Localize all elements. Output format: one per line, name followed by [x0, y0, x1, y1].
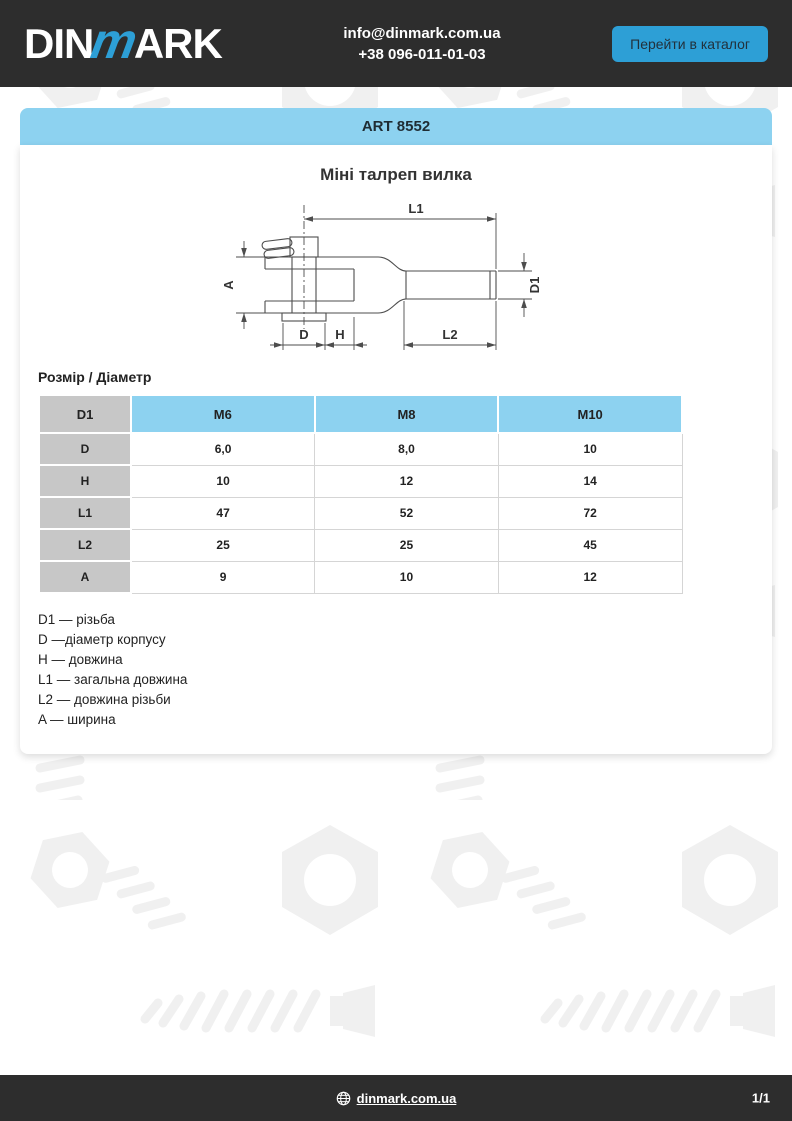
row-label-l1: L1: [39, 497, 131, 529]
go-to-catalog-button[interactable]: Перейти в каталог: [612, 26, 768, 62]
table-header-m8: M8: [315, 395, 499, 433]
row-label-h: H: [39, 465, 131, 497]
dinmark-logo: DIN m ARK: [24, 12, 222, 69]
logo-text-ark: ARK: [133, 19, 222, 67]
cell-l2-m8: 25: [315, 529, 499, 561]
cell-l1-m6: 47: [131, 497, 315, 529]
cell-l1-m10: 72: [498, 497, 682, 529]
footer-site-text: dinmark.com.ua: [356, 1090, 457, 1106]
row-label-a: A: [39, 561, 131, 593]
cell-a-m10: 12: [498, 561, 682, 593]
dim-label-d: D: [299, 327, 309, 342]
legend-line-l1: L1 — загальна довжина: [38, 672, 188, 687]
table-row: [39, 529, 682, 561]
page-indicator: 1/1: [751, 1090, 770, 1106]
page-header: [0, 0, 792, 87]
dimension-legend: [38, 610, 754, 730]
table-row: [39, 465, 682, 497]
dim-label-a: A: [221, 280, 236, 290]
row-label-l2: L2: [39, 529, 131, 561]
legend-line-l2: L2 — довжина різьби: [38, 692, 171, 707]
table-row: [39, 497, 682, 529]
size-diameter-label: Розмір / Діаметр: [38, 369, 152, 385]
product-card: [20, 145, 772, 754]
cell-h-m8: 12: [315, 465, 499, 497]
cell-l2-m10: 45: [498, 529, 682, 561]
art-number-banner: ART 8552: [20, 108, 772, 145]
table-corner-header: D1: [39, 395, 131, 433]
page-footer: [0, 1075, 792, 1121]
logo-text-din: DIN: [24, 19, 94, 67]
legend-line-h: H — довжина: [38, 652, 123, 667]
row-label-d: D: [39, 433, 131, 465]
dim-label-l1: L1: [408, 201, 424, 216]
cell-h-m10: 14: [498, 465, 682, 497]
globe-icon: [336, 1091, 351, 1106]
cell-d-m6: 6,0: [131, 433, 315, 465]
cell-a-m8: 10: [315, 561, 499, 593]
table-row: [39, 561, 682, 593]
technical-drawing: [38, 197, 754, 359]
product-title: Міні талреп вилка: [320, 165, 472, 184]
table-header-row: [39, 395, 682, 433]
dim-label-l2: L2: [442, 327, 458, 342]
cell-l2-m6: 25: [131, 529, 315, 561]
dim-label-h: H: [335, 327, 345, 342]
cell-h-m6: 10: [131, 465, 315, 497]
table-header-m10: M10: [498, 395, 682, 433]
cell-a-m6: 9: [131, 561, 315, 593]
contact-email[interactable]: info@dinmark.com.ua: [343, 24, 501, 42]
cell-l1-m8: 52: [315, 497, 499, 529]
legend-line-d1: D1 — різьба: [38, 612, 115, 627]
contact-phone[interactable]: +38 096-011-01-03: [358, 45, 486, 63]
table-row: [39, 433, 682, 465]
legend-line-d: D —діаметр корпусу: [38, 632, 166, 647]
footer-site-link[interactable]: [336, 1091, 457, 1106]
spec-table: [38, 394, 683, 594]
dim-label-d1: D1: [527, 276, 542, 294]
header-contact-block: [232, 25, 612, 63]
cell-d-m8: 8,0: [315, 433, 499, 465]
legend-line-a: A — ширина: [38, 712, 116, 727]
table-header-m6: M6: [131, 395, 315, 433]
product-sheet: [20, 108, 772, 754]
cell-d-m10: 10: [498, 433, 682, 465]
